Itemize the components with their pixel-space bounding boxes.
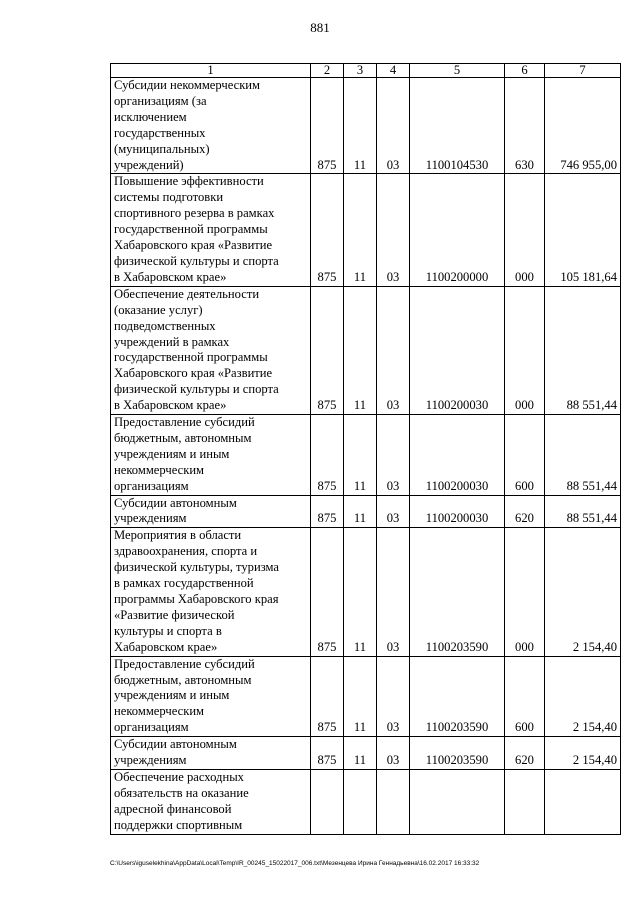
- item-name-text: Обеспечение деятельности (оказание услуг) подведомственных учреждений в рамках государственной программы Хабаровского края «Развитие физической культуры и спорта в Хабаровском крае»: [114, 286, 279, 413]
- subsection-cell: 03: [377, 528, 410, 656]
- section-cell: 11: [344, 528, 377, 656]
- section-cell: 11: [344, 78, 377, 174]
- grbs-code-cell: 875: [311, 415, 344, 496]
- amount-cell: 88 551,44: [545, 415, 621, 496]
- header-cell: 2: [311, 64, 344, 78]
- table-row: [111, 769, 621, 834]
- amount-cell: 746 955,00: [545, 78, 621, 174]
- subsection-cell: 03: [377, 415, 410, 496]
- table-row: [111, 495, 621, 528]
- item-name-text: Мероприятия в области здравоохранения, спорта и физической культуры, туризма в рамках государственной программы Хабаровского края «Развитие физической культуры и спорта в Хабаровском крае»: [114, 528, 279, 654]
- amount-cell: 88 551,44: [545, 286, 621, 414]
- expense-type-cell: 600: [505, 415, 545, 496]
- item-name-cell: [111, 528, 311, 656]
- table-row: [111, 78, 621, 174]
- subsection-cell: 03: [377, 78, 410, 174]
- subsection-cell: 03: [377, 737, 410, 770]
- expense-type-cell: 600: [505, 656, 545, 737]
- subsection-cell: 03: [377, 495, 410, 528]
- expense-type-cell: 620: [505, 737, 545, 770]
- item-name-cell: [111, 78, 311, 174]
- expense-type-cell: [505, 769, 545, 834]
- budget-table: [110, 63, 621, 835]
- grbs-code-cell: [311, 769, 344, 834]
- target-item-cell: 1100200030: [410, 415, 505, 496]
- header-cell: 6: [505, 64, 545, 78]
- item-name-cell: [111, 415, 311, 496]
- subsection-cell: 03: [377, 656, 410, 737]
- section-cell: [344, 769, 377, 834]
- target-item-cell: 1100200030: [410, 495, 505, 528]
- item-name-cell: [111, 495, 311, 528]
- target-item-cell: 1100104530: [410, 78, 505, 174]
- page-number: 881: [310, 20, 330, 35]
- target-item-cell: 1100203590: [410, 528, 505, 656]
- amount-cell: 2 154,40: [545, 656, 621, 737]
- table-row: [111, 415, 621, 496]
- item-name-cell: [111, 769, 311, 834]
- table-row: [111, 737, 621, 770]
- header-cell: 3: [344, 64, 377, 78]
- target-item-cell: 1100200000: [410, 174, 505, 286]
- expense-type-cell: 000: [505, 174, 545, 286]
- item-name-text: Предоставление субсидий бюджетным, автономным учреждениям и иным некоммерческим организациям: [114, 415, 255, 493]
- table-row: [111, 656, 621, 737]
- item-name-text: Предоставление субсидий бюджетным, автономным учреждениям и иным некоммерческим организациям: [114, 656, 255, 735]
- section-cell: 11: [344, 656, 377, 737]
- table-row: [111, 528, 621, 656]
- grbs-code-cell: 875: [311, 286, 344, 414]
- table-row: [111, 174, 621, 286]
- amount-cell: 105 181,64: [545, 174, 621, 286]
- expense-type-cell: 630: [505, 78, 545, 174]
- amount-cell: [545, 769, 621, 834]
- footer-file-path: C:\Users\iguselekhina\AppData\Local\Temp\IR_00245_15022017_006.txt\Мезенцева Ирина Геннадьевна\16.02.2017 16:33:32: [110, 860, 480, 867]
- amount-cell: 2 154,40: [545, 528, 621, 656]
- grbs-code-cell: 875: [311, 495, 344, 528]
- target-item-cell: 1100203590: [410, 737, 505, 770]
- expense-type-cell: 620: [505, 495, 545, 528]
- expense-type-cell: 000: [505, 528, 545, 656]
- header-cell: 7: [545, 64, 621, 78]
- grbs-code-cell: 875: [311, 737, 344, 770]
- item-name-text: Субсидии некоммерческим организациям (за исключением государственных (муниципальных) учреждений): [114, 78, 261, 172]
- subsection-cell: 03: [377, 286, 410, 414]
- header-cell: 1: [111, 64, 311, 78]
- item-name-cell: [111, 737, 311, 770]
- table-header-row: [111, 64, 621, 78]
- grbs-code-cell: 875: [311, 78, 344, 174]
- item-name-cell: [111, 656, 311, 737]
- subsection-cell: [377, 769, 410, 834]
- grbs-code-cell: 875: [311, 528, 344, 656]
- amount-cell: 2 154,40: [545, 737, 621, 770]
- item-name-cell: [111, 286, 311, 414]
- section-cell: 11: [344, 174, 377, 286]
- subsection-cell: 03: [377, 174, 410, 286]
- grbs-code-cell: 875: [311, 174, 344, 286]
- header-cell: 5: [410, 64, 505, 78]
- target-item-cell: 1100200030: [410, 286, 505, 414]
- item-name-text: Обеспечение расходных обязательств на оказание адресной финансовой поддержки спортивным: [114, 769, 249, 832]
- expense-type-cell: 000: [505, 286, 545, 414]
- section-cell: 11: [344, 737, 377, 770]
- section-cell: 11: [344, 415, 377, 496]
- item-name-text: Субсидии автономным учреждениям: [114, 495, 237, 526]
- amount-cell: 88 551,44: [545, 495, 621, 528]
- item-name-cell: [111, 174, 311, 286]
- section-cell: 11: [344, 495, 377, 528]
- grbs-code-cell: 875: [311, 656, 344, 737]
- table-row: [111, 286, 621, 414]
- target-item-cell: 1100203590: [410, 656, 505, 737]
- header-cell: 4: [377, 64, 410, 78]
- section-cell: 11: [344, 286, 377, 414]
- target-item-cell: [410, 769, 505, 834]
- item-name-text: Субсидии автономным учреждениям: [114, 737, 237, 768]
- item-name-text: Повышение эффективности системы подготовки спортивного резерва в рамках государственной программы Хабаровского края «Развитие физической культуры и спорта в Хабаровском крае»: [114, 174, 279, 284]
